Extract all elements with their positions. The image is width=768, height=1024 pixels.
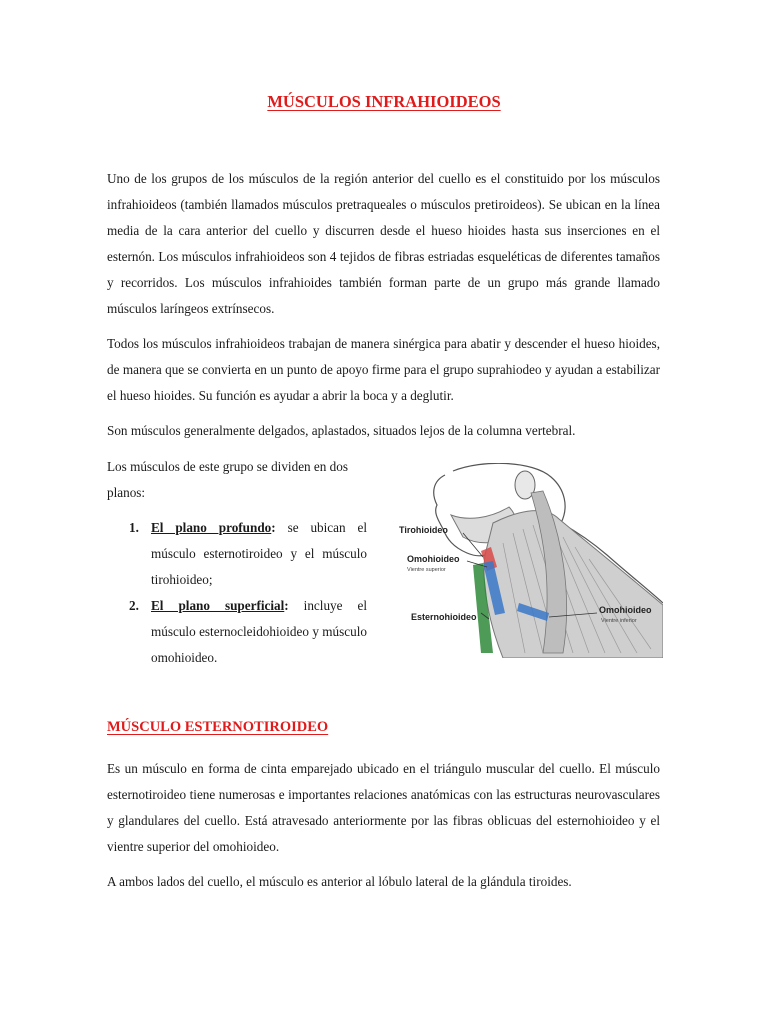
shape-paragraph: Son músculos generalmente delgados, aplastados, situados lejos de la columna vertebral. [107,423,576,438]
list-number: 2. [129,598,139,613]
plane-term: El plano superficial [151,598,285,613]
esternotiroideo-paragraph: Es un músculo en forma de cinta emparejado ubicado en el triángulo muscular del cuello. El músculo esternotiroideo tiene numerosas e importantes relaciones anatómicas con las estructuras neurovasculares y glandulares del cuello. Está atravesado anteriormente por las fibras oblicuas del esternohioideo y el vientre superior del omohioideo. [107,761,660,854]
list-item [129,515,367,593]
page-title: MÚSCULOS INFRAHIOIDEOS [267,92,501,111]
planes-list [129,515,367,671]
label-esternohioideo: Esternohioideo [411,612,477,622]
plane-term: El plano profundo [151,520,272,535]
label-tirohioideo: Tirohioideo [399,525,448,535]
plane-text: incluye el músculo esternocleidohioideo y músculo omohioideo. [151,598,367,665]
label-omohioideo-sup: Omohioideo [407,554,460,564]
list-item [129,593,367,671]
planes-intro: Los músculos de este grupo se dividen en dos planos: [107,459,349,500]
function-paragraph: Todos los músculos infrahioideos trabajan de manera sinérgica para abatir y descender el hueso hioides, de manera que se convierta en un punto de apoyo firme para el grupo suprahiodeo y ayudan a estabilizar el hueso hioides. Su función es ayudar a abrir la boca y a deglutir. [107,336,660,403]
section-heading: MÚSCULO ESTERNOTIROIDEO [107,719,329,735]
label-omohioideo-inf: Omohioideo [599,605,652,615]
plane-separator: : [284,598,289,613]
label-omohioideo-sup-sub: Vientre superior [407,567,446,573]
label-omohioideo-inf-sub: Vientre inferior [601,618,637,624]
list-number: 1. [129,520,139,535]
neck-muscles-illustration [393,463,663,658]
plane-text: se ubican el músculo esternotiroideo y el músculo tirohioideo; [151,520,367,587]
plane-separator: : [271,520,276,535]
tiroides-paragraph: A ambos lados del cuello, el músculo es anterior al lóbulo lateral de la glándula tiroides. [107,874,572,889]
intro-paragraph: Uno de los grupos de los músculos de la región anterior del cuello es el constituido por los músculos infrahioideos (también llamados músculos pretraqueales o músculos pretiroideos). Se ubican en la línea media de la cara anterior del cuello y discurren desde el hueso hioides hasta sus inserciones en el esternón. Los músculos infrahioideos son 4 tejidos de fibras estriadas esqueléticas de diferentes tamaños y recorridos. Los músculos infrahioides también forman parte de un grupo más grande llamado músculos laríngeos extrínsecos. [107,171,660,316]
